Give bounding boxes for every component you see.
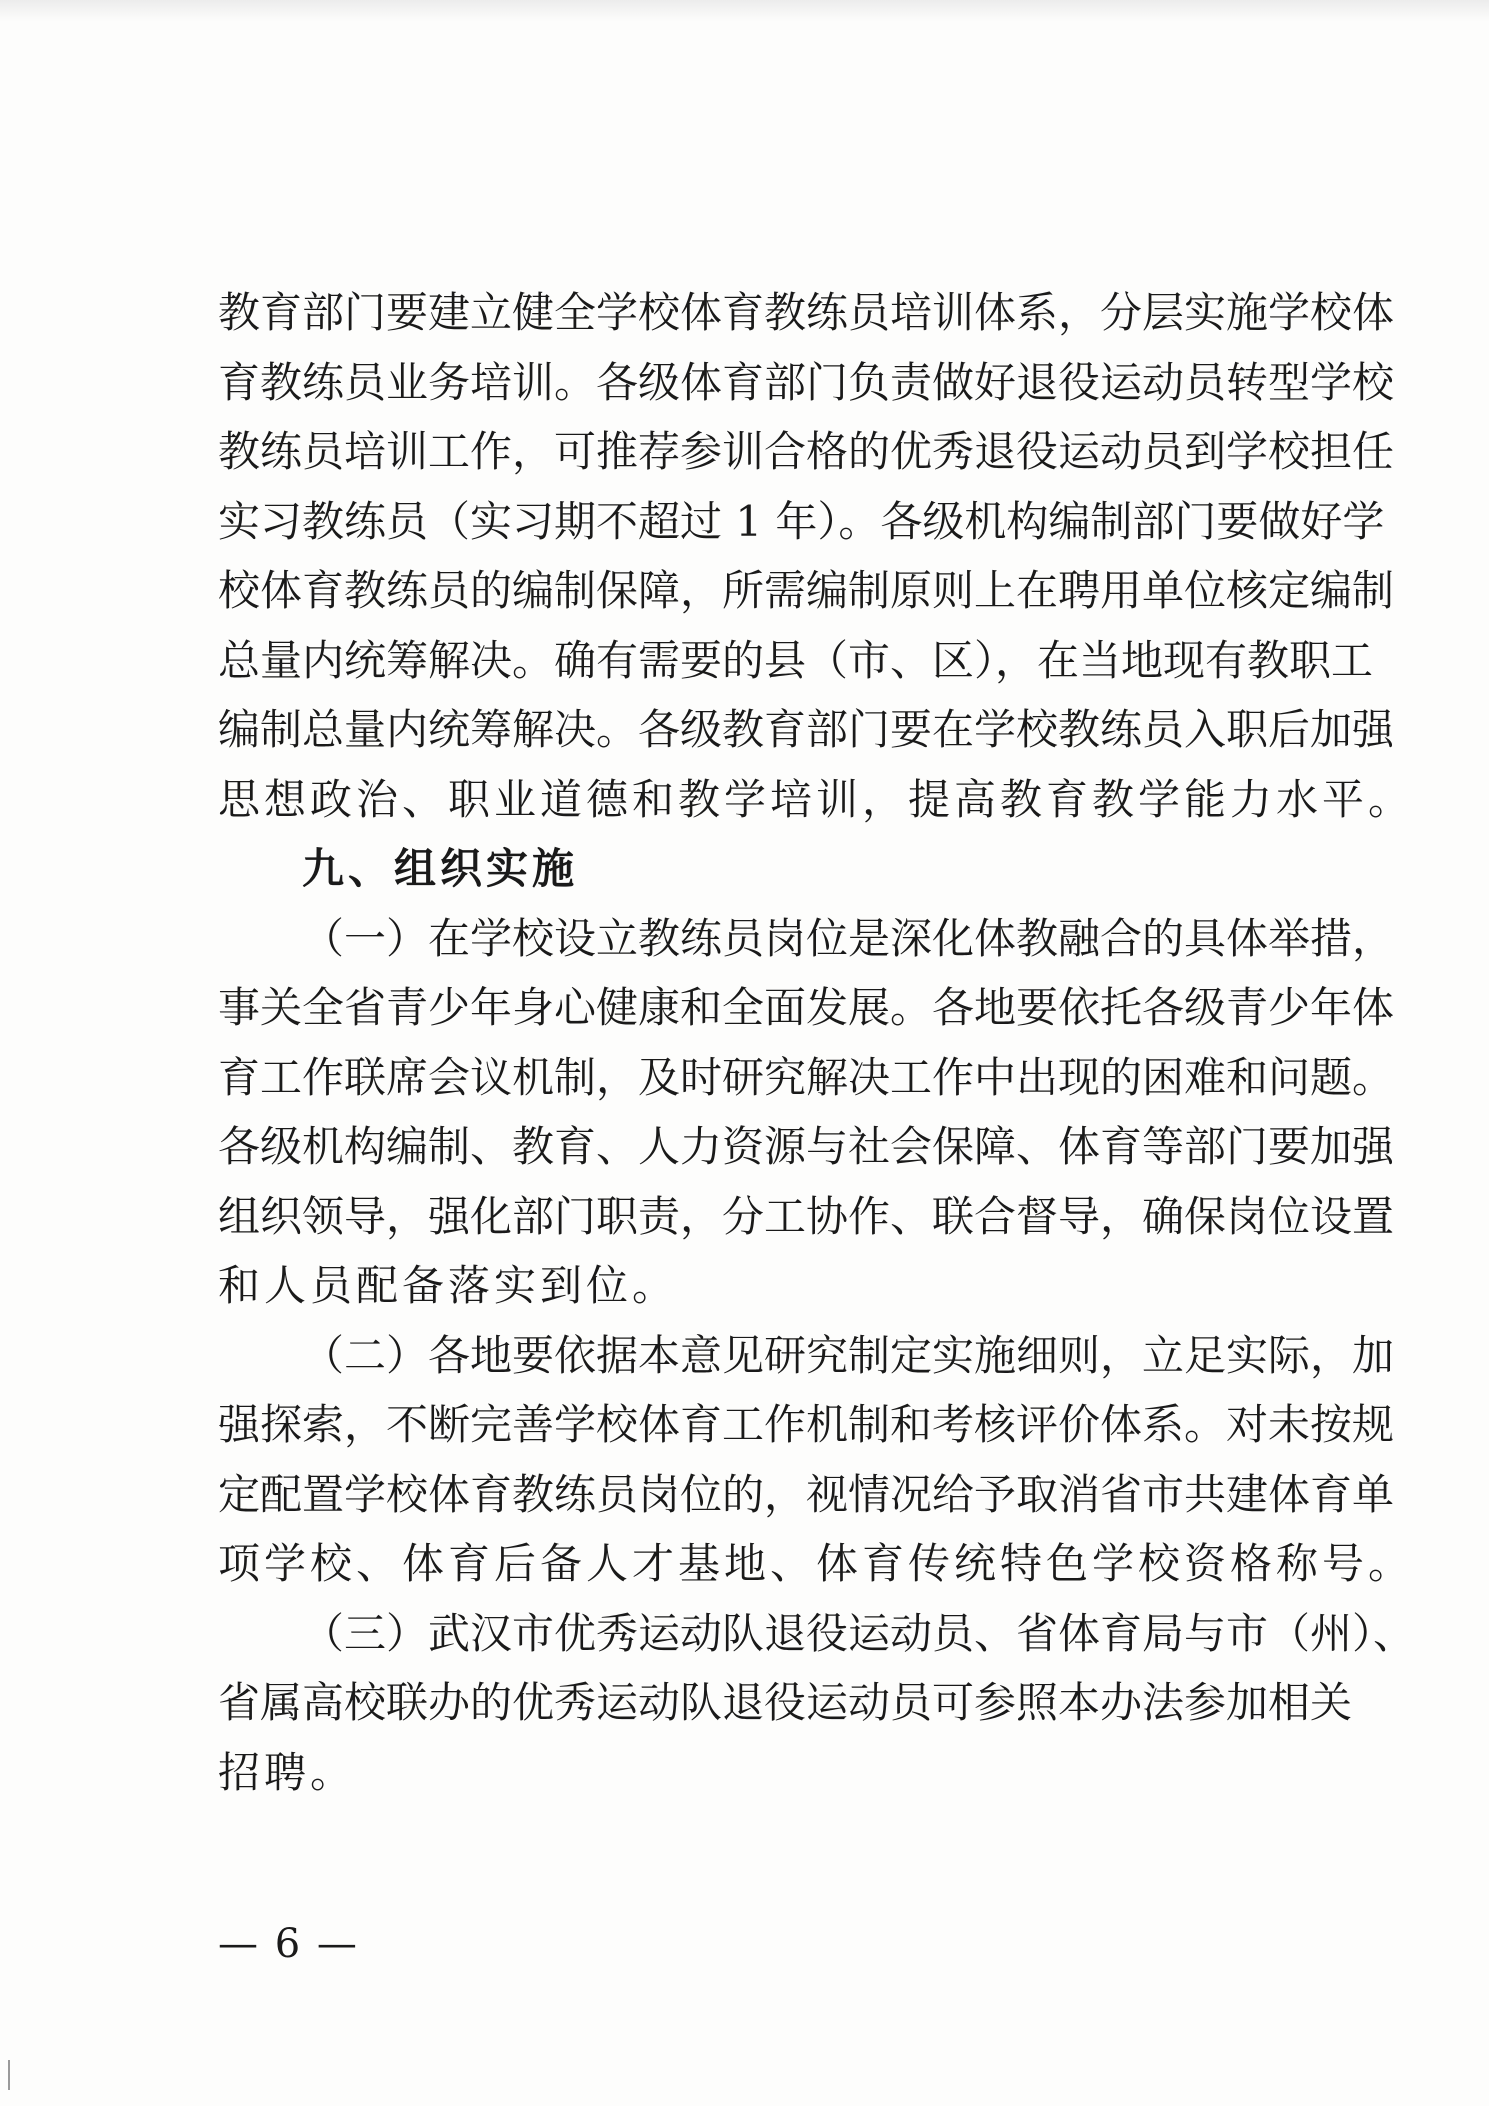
text-line: （二）各地要依据本意见研究制定实施细则，立足实际，加 (302, 1330, 1395, 1380)
text-line: 定配置学校体育教练员岗位的，视情况给予取消省市共建体育单 (218, 1469, 1395, 1519)
text-line: 招聘。 (218, 1747, 357, 1797)
text-line: 育工作联席会议机制，及时研究解决工作中出现的困难和问题。 (218, 1052, 1395, 1102)
scan-margin-mark (8, 2060, 10, 2090)
text-line: 教育部门要建立健全学校体育教练员培训体系，分层实施学校体 (218, 288, 1395, 337)
text-line: （三）武汉市优秀运动队退役运动员、省体育局与市（州）、 (302, 1608, 1416, 1658)
text-line: 教练员培训工作，可推荐参训合格的优秀退役运动员到学校担任 (218, 427, 1395, 476)
text-line: 省属高校联办的优秀运动队退役运动员可参照本办法参加相关 (218, 1678, 1353, 1727)
page-number: — 6 — (218, 1921, 359, 1967)
text-line: （一）在学校设立教练员岗位是深化体教融合的具体举措， (302, 913, 1395, 963)
section-heading: 九、组织实施 (302, 844, 579, 893)
text-line: 组织领导，强化部门职责，分工协作、联合督导，确保岗位设置 (218, 1191, 1395, 1241)
text-line: 编制总量内统筹解决。各级教育部门要在学校教练员入职后加强 (218, 705, 1395, 754)
text-line: 校体育教练员的编制保障，所需编制原则上在聘用单位核定编制 (218, 566, 1395, 615)
text-line: 事关全省青少年身心健康和全面发展。各地要依托各级青少年体 (218, 983, 1395, 1032)
text-line: 各级机构编制、教育、人力资源与社会保障、体育等部门要加强 (218, 1122, 1395, 1171)
text-line: 总量内统筹解决。确有需要的县（市、区），在当地现有教职工 (218, 635, 1374, 685)
text-line: 育教练员业务培训。各级体育部门负责做好退役运动员转型学校 (218, 357, 1395, 407)
text-line: 项学校、体育后备人才基地、体育传统特色学校资格称号。 (218, 1539, 1415, 1588)
scan-top-edge (0, 0, 1489, 22)
text-line: 强探索，不断完善学校体育工作机制和考核评价体系。对未按规 (218, 1400, 1395, 1449)
body-text (218, 278, 1416, 1807)
text-line: 和人员配备落实到位。 (218, 1261, 679, 1310)
text-line: 实习教练员（实习期不超过 1 年）。各级机构编制部门要做好学 (218, 496, 1385, 546)
text-line: 思想政治、职业道德和教学培训，提高教育教学能力水平。 (218, 774, 1415, 824)
